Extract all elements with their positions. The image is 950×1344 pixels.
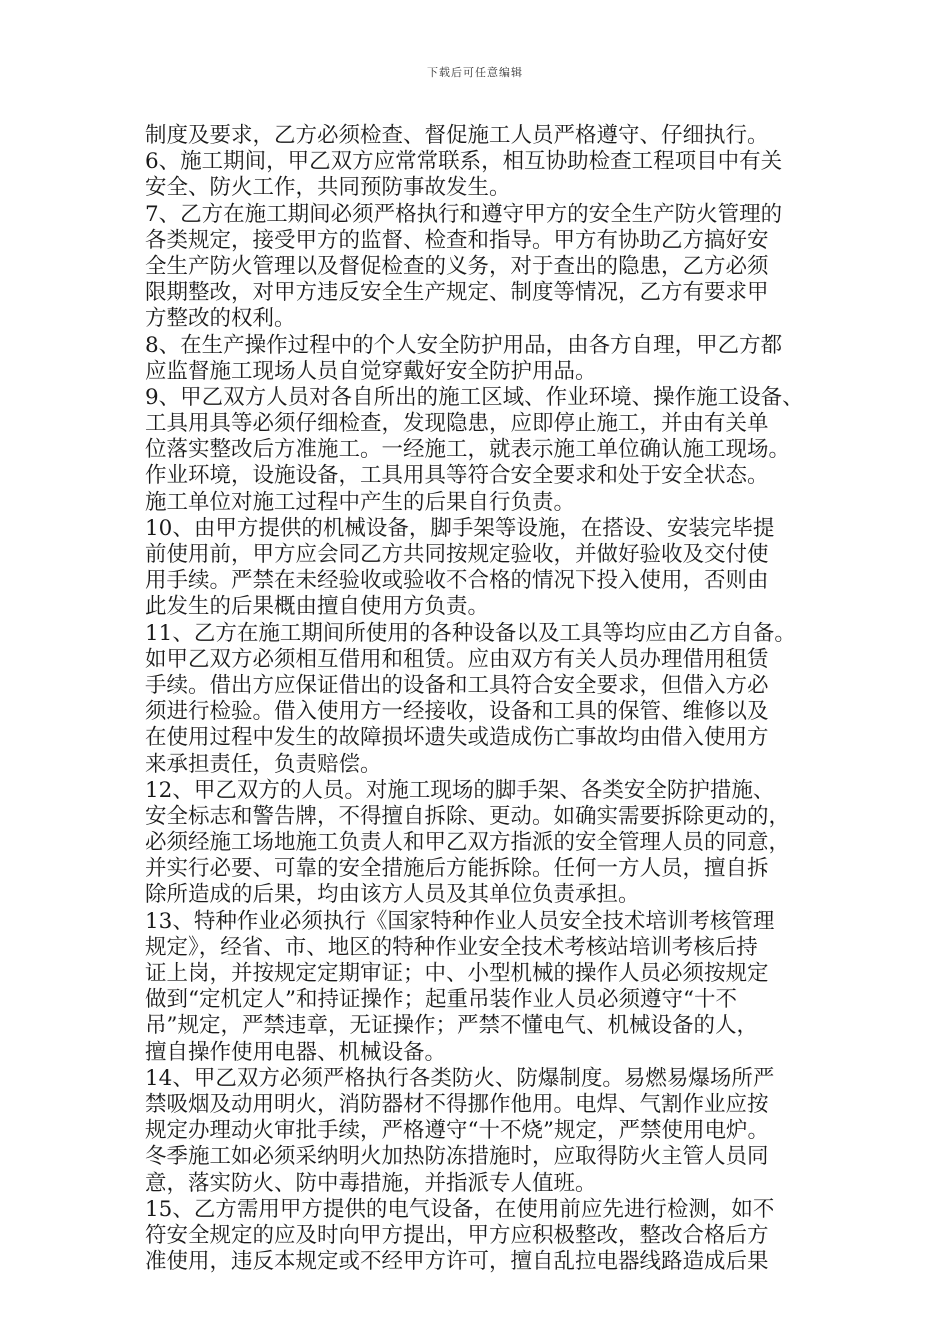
text-line: 12、甲乙双方的人员。对施工现场的脚手架、各类安全防护措施、 xyxy=(145,777,775,803)
text-line: 来承担责任，负责赔偿。 xyxy=(145,751,382,777)
text-line: 准使用，违反本规定或不经甲方许可，擅自乱拉电器线路造成后果 xyxy=(145,1249,769,1275)
text-line: 安全标志和警告牌，不得擅自拆除、更动。如确实需要拆除更动的， xyxy=(145,803,791,829)
text-line: 前使用前，甲方应会同乙方共同按规定验收，并做好验收及交付使 xyxy=(145,542,769,567)
text-line: 9、甲乙双方人员对各自所出的施工区域、作业环境、操作施工设备、 xyxy=(145,384,804,410)
text-line: 工具用具等必须仔细检查，发现隐患，应即停止施工，并由有关单 xyxy=(145,411,769,437)
text-line: 全生产防火管理以及督促检查的义务，对于查出的隐患，乙方必须 xyxy=(145,253,769,279)
text-line: 应监督施工现场人员自觉穿戴好安全防护用品。 xyxy=(145,358,597,384)
text-line: 方整改的权利。 xyxy=(145,306,296,332)
page-header: 下载后可任意编辑 xyxy=(427,66,523,79)
text-line: 制度及要求，乙方必须检查、督促施工人员严格遵守、仔细执行。 xyxy=(145,123,769,148)
text-line: 意，落实防火、防中毒措施，并指派专人值班。 xyxy=(145,1170,597,1196)
text-line: 擅自操作使用电器、机械设备。 xyxy=(145,1039,447,1065)
text-line: 规定办理动火审批手续，严格遵守“十不烧”规定，严禁使用电炉。 xyxy=(145,1118,769,1144)
text-line: 8、在生产操作过程中的个人安全防护用品，由各方自理，甲乙方都 xyxy=(145,332,783,358)
text-line: 用手续。严禁在未经验收或验收不合格的情况下投入使用，否则由 xyxy=(145,568,769,594)
text-line: 手续。借出方应保证借出的设备和工具符合安全要求，但借入方必 xyxy=(145,672,769,698)
text-line: 证上岗，并按规定定期审证；中、小型机械的操作人员必须按规定 xyxy=(145,961,769,986)
text-line: 禁吸烟及动用明火，消防器材不得挪作他用。电焊、气割作业应按 xyxy=(145,1091,769,1117)
text-line: 安全、防火工作，共同预防事故发生。 xyxy=(145,175,511,201)
text-line: 须进行检验。借入使用方一经接收，设备和工具的保管、维修以及 xyxy=(145,699,769,725)
text-line: 11、乙方在施工期间所使用的各种设备以及工具等均应由乙方自备。 xyxy=(145,620,796,646)
text-line: 7、乙方在施工期间必须严格执行和遵守甲方的安全生产防火管理的 xyxy=(145,201,783,227)
text-line: 符安全规定的应及时向甲方提出，甲方应积极整改，整改合格后方 xyxy=(145,1222,769,1248)
text-line: 并实行必要、可靠的安全措施后方能拆除。任何一方人员，擅自拆 xyxy=(145,856,769,882)
text-line: 14、甲乙双方必须严格执行各类防火、防爆制度。易燃易爆场所严 xyxy=(145,1065,775,1091)
text-line: 此发生的后果概由擅自使用方负责。 xyxy=(145,594,490,620)
text-line: 10、由甲方提供的机械设备，脚手架等设施，在搭设、安装完毕提 xyxy=(145,515,775,541)
text-line: 施工单位对施工过程中产生的后果自行负责。 xyxy=(145,489,576,515)
text-line: 必须经施工场地施工负责人和甲乙双方指派的安全管理人员的同意， xyxy=(145,830,791,856)
document-body xyxy=(145,123,813,1275)
text-line: 13、特种作业必须执行《国家特种作业人员安全技术培训考核管理 xyxy=(145,908,775,934)
text-line: 规定》，经省、市、地区的特种作业安全技术考核站培训考核后持 xyxy=(145,934,758,960)
text-line: 如甲乙双方必须相互借用和租赁。应由双方有关人员办理借用租赁 xyxy=(145,646,769,672)
text-line: 各类规定，接受甲方的监督、检查和指导。甲方有协助乙方搞好安 xyxy=(145,227,769,253)
text-line: 作业环境，设施设备，工具用具等符合安全要求和处于安全状态。 xyxy=(145,463,769,489)
text-line: 吊”规定，严禁违章，无证操作；严禁不懂电气、机械设备的人， xyxy=(145,1013,758,1039)
text-line: 做到“定机定人”和持证操作；起重吊装作业人员必须遵守“十不 xyxy=(145,987,737,1013)
text-line: 6、施工期间，甲乙双方应常常联系，相互协助检查工程项目中有关 xyxy=(145,149,783,175)
text-line: 除所造成的后果，均由该方人员及其单位负责承担。 xyxy=(145,882,640,908)
text-line: 在使用过程中发生的故障损坏遗失或造成伤亡事故均由借入使用方 xyxy=(145,725,769,751)
text-line: 15、乙方需用甲方提供的电气设备，在使用前应先进行检测，如不 xyxy=(145,1196,775,1222)
text-line: 限期整改，对甲方违反安全生产规定、制度等情况，乙方有要求甲 xyxy=(145,280,769,306)
text-line: 冬季施工如必须采纳明火加热防冻措施时，应取得防火主管人员同 xyxy=(145,1144,769,1170)
text-line: 位落实整改后方准施工。一经施工，就表示施工单位确认施工现场。 xyxy=(145,437,791,463)
